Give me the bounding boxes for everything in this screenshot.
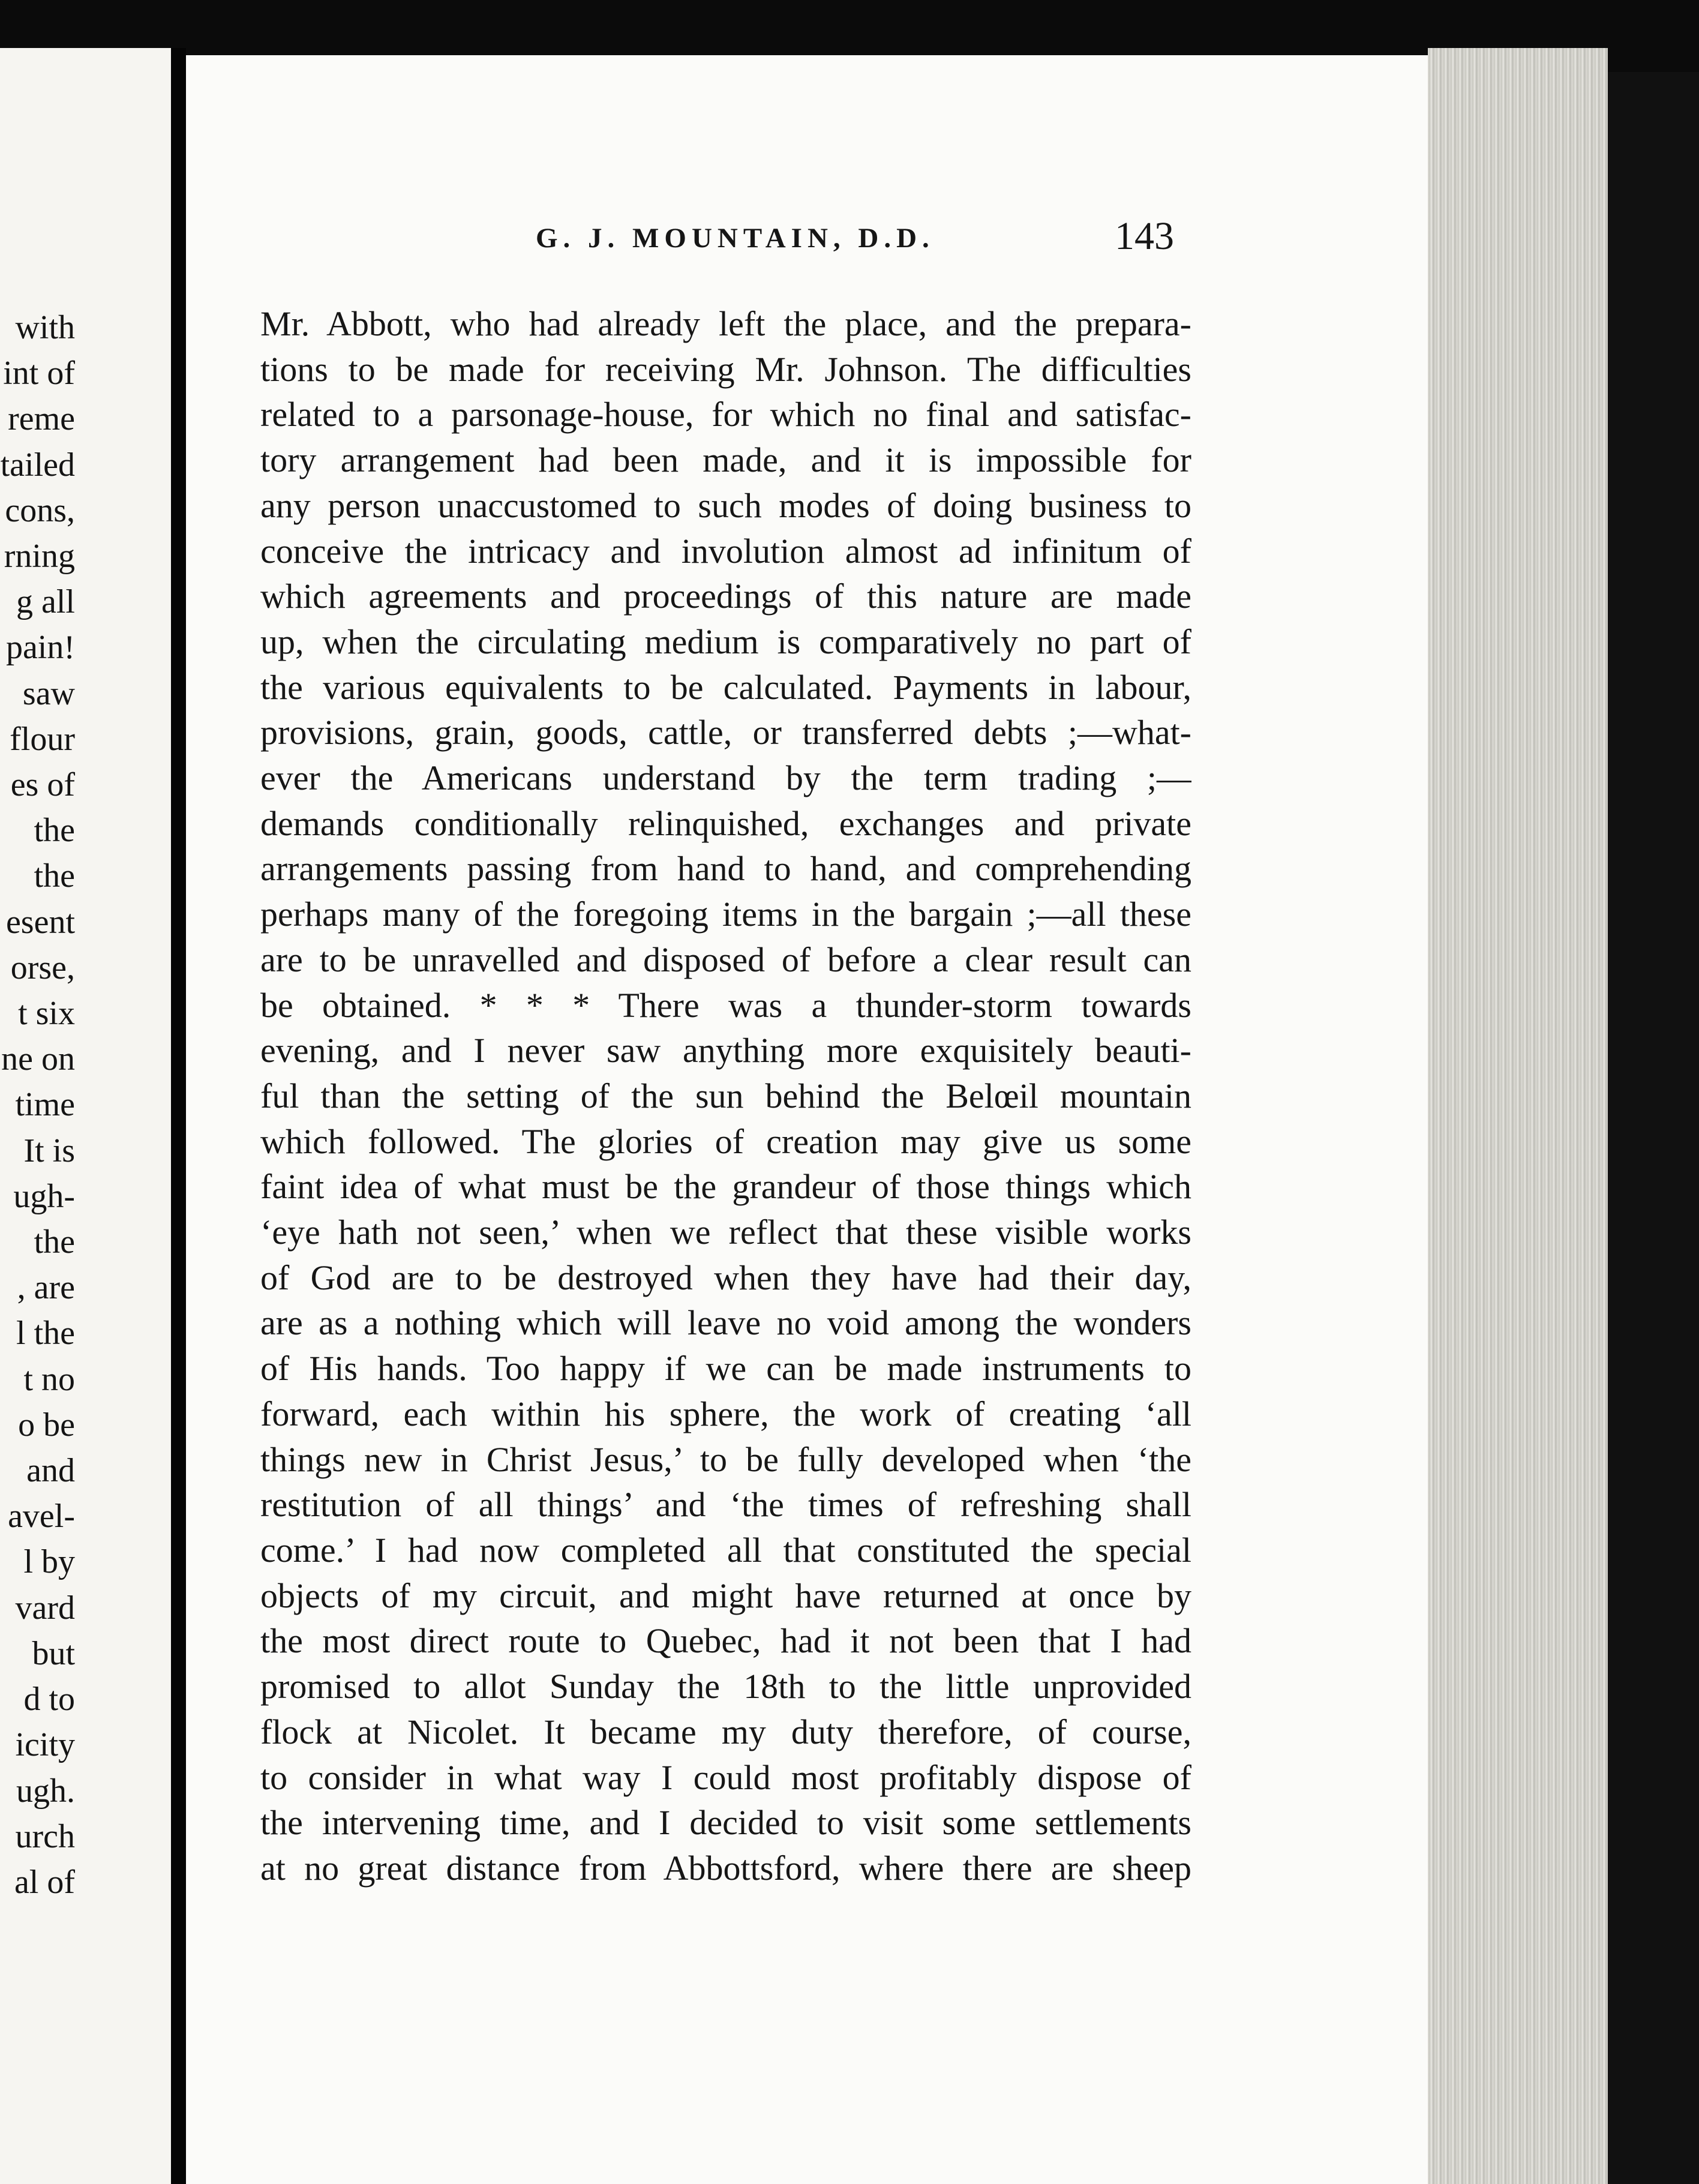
left-page-line-fragment: and [26, 1452, 75, 1490]
text-line: arrangements passing from hand to hand, and comprehending [260, 849, 1191, 889]
text-line: the most direct route to Quebec, had it not been that I had [260, 1621, 1191, 1661]
left-page-line-fragment: rning [4, 538, 75, 575]
left-page-line-fragment: t six [18, 995, 75, 1033]
left-page-line-fragment: saw [22, 674, 75, 712]
left-page-line-fragment: o be [18, 1406, 75, 1444]
text-line: are to be unravelled and disposed of before a clear result can [260, 940, 1191, 979]
left-page-line-fragment: t no [23, 1360, 75, 1398]
left-page-line-fragment: g all [16, 583, 75, 621]
left-page-line-fragment: int of [3, 355, 75, 392]
text-line: ever the Americans understand by the term trading ;— [260, 758, 1191, 798]
text-line: things new in Christ Jesus,’ to be fully developed when ‘the [260, 1439, 1191, 1479]
left-page-line-fragment: es of [10, 766, 75, 804]
text-line: which agreements and proceedings of this nature are made [260, 577, 1191, 616]
left-facing-page [0, 48, 171, 2184]
running-head: G. J. MOUNTAIN, D.D. [536, 223, 935, 254]
left-page-text [1, 305, 75, 1905]
text-line: any person unaccustomed to such modes of doing business to [260, 485, 1191, 525]
left-page-line-fragment: d to [23, 1681, 75, 1718]
left-page-line-fragment: vard [15, 1589, 75, 1627]
left-page-line-fragment: with [15, 309, 75, 346]
left-page-line-fragment: al of [14, 1863, 75, 1901]
left-page-line-fragment: tailed [0, 446, 75, 484]
text-line: be obtained. * * * There was a thunder-storm towards [260, 985, 1191, 1025]
book-gutter [171, 48, 186, 2184]
left-page-line-fragment: reme [8, 400, 75, 438]
text-line: promised to allot Sunday the 18th to the little unprovided [260, 1667, 1191, 1706]
text-line: of God are to be destroyed when they have had their day, [260, 1258, 1191, 1297]
left-page-line-fragment: the [34, 857, 75, 895]
text-line: are as a nothing which will leave no void among the wonders [260, 1303, 1191, 1343]
text-line: up, when the circulating medium is comparatively no part of [260, 622, 1191, 661]
left-page-line-fragment: ne on [1, 1040, 75, 1078]
text-line: which followed. The glories of creation may give us some [260, 1121, 1191, 1161]
text-line: the various equivalents to be calculated. Payments in labour, [260, 667, 1191, 707]
left-page-line-fragment: flour [10, 720, 75, 758]
text-line: ‘eye hath not seen,’ when we reflect that these visible works [260, 1213, 1191, 1252]
page-number: 143 [1115, 214, 1174, 258]
left-page-line-fragment: avel- [8, 1498, 75, 1535]
text-line: forward, each within his sphere, the work of creating ‘all [260, 1394, 1191, 1433]
text-line: restitution of all things’ and ‘the times of refreshing shall [260, 1485, 1191, 1525]
left-page-line-fragment: ugh. [16, 1772, 75, 1810]
text-line: conceive the intricacy and involution almost ad infinitum of [260, 531, 1191, 571]
page-edges [1428, 48, 1608, 2184]
text-line: demands conditionally relinquished, exchanges and private [260, 803, 1191, 843]
left-page-line-fragment: It is [23, 1132, 75, 1169]
text-line: at no great distance from Abbottsford, where there are sheep [260, 1848, 1191, 1888]
left-page-line-fragment: l the [16, 1315, 75, 1352]
text-line: related to a parsonage-house, for which no final and satisfac- [260, 395, 1191, 434]
text-line: of His hands. Too happy if we can be made instruments to [260, 1349, 1191, 1388]
text-line: objects of my circuit, and might have returned at once by [260, 1576, 1191, 1615]
text-line: flock at Nicolet. It became my duty therefore, of course, [260, 1712, 1191, 1751]
text-line: provisions, grain, goods, cattle, or transferred debts ;—what- [260, 713, 1191, 752]
text-line: come.’ I had now completed all that constituted the special [260, 1530, 1191, 1570]
left-page-line-fragment: but [32, 1634, 75, 1672]
left-page-line-fragment: the [34, 1223, 75, 1261]
left-page-line-fragment: ugh- [13, 1177, 75, 1215]
background-edge [1608, 72, 1699, 2184]
left-page-line-fragment: , are [17, 1269, 75, 1307]
left-page-line-fragment: urch [15, 1817, 75, 1855]
left-page-line-fragment: cons, [5, 491, 75, 529]
left-page-line-fragment: time [15, 1086, 75, 1124]
text-line: to consider in what way I could most profitably dispose of [260, 1757, 1191, 1797]
left-page-line-fragment: l by [23, 1543, 75, 1581]
text-line: tions to be made for receiving Mr. Johnson. The difficulties [260, 349, 1191, 389]
left-page-line-fragment: orse, [10, 949, 75, 986]
left-page-line-fragment: pain! [5, 629, 75, 667]
text-line: tory arrangement had been made, and it is impossible for [260, 440, 1191, 480]
body-text [260, 301, 1191, 1891]
text-line: faint idea of what must be the grandeur of those things which [260, 1167, 1191, 1207]
text-line: evening, and I never saw anything more exquisitely beauti- [260, 1031, 1191, 1070]
text-line: perhaps many of the foregoing items in the bargain ;—all these [260, 895, 1191, 934]
left-page-line-fragment: esent [5, 903, 75, 941]
left-page-line-fragment: the [34, 812, 75, 850]
text-line: Mr. Abbott, who had already left the place, and the prepara- [260, 304, 1191, 343]
left-page-line-fragment: icity [15, 1726, 75, 1764]
text-line: the intervening time, and I decided to visit some settlements [260, 1803, 1191, 1843]
text-line: ful than the setting of the sun behind the Belœil mountain [260, 1076, 1191, 1115]
